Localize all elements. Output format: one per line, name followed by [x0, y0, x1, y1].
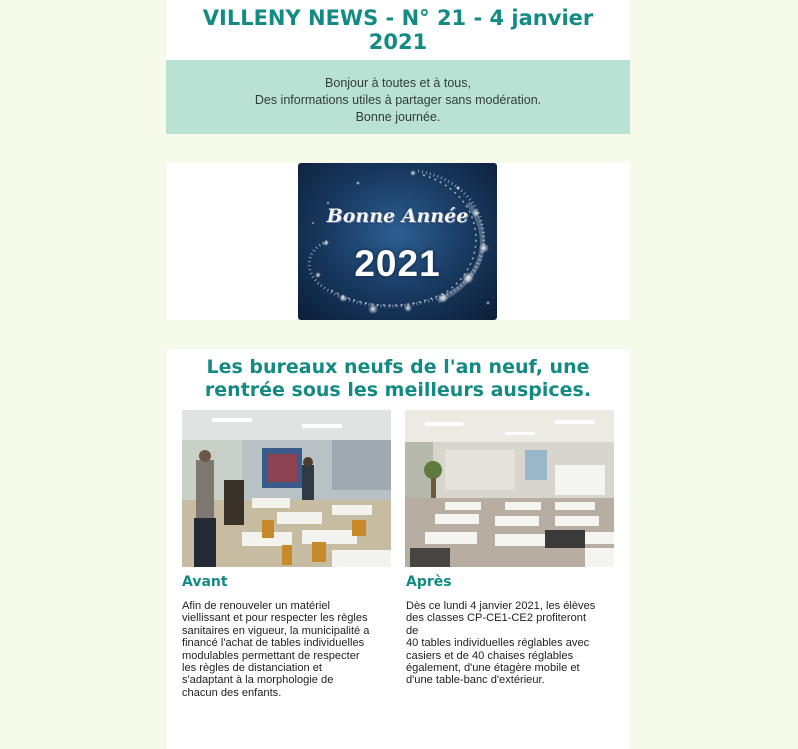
classroom-before-photo — [182, 410, 391, 567]
before-line: Afin de renouveler un matériel — [182, 600, 330, 612]
greeting-line: Bonne journée. — [355, 110, 441, 124]
newsletter-header — [166, 0, 630, 60]
before-line: sanitaires en vigueur, la municipalité a — [182, 624, 370, 637]
before-paragraph — [182, 600, 394, 699]
before-line: les règles de distanciation et — [182, 662, 322, 675]
after-line: également, d'une étagère mobile et — [406, 662, 580, 675]
new-year-banner-image — [298, 163, 497, 320]
after-line: d'une table-banc d'extérieur. — [406, 674, 545, 687]
before-line: s'adaptant à la morphologie de — [182, 674, 334, 687]
before-heading: Avant — [182, 574, 228, 590]
article-title — [166, 356, 630, 402]
newsletter — [166, 0, 630, 749]
after-paragraph — [406, 600, 618, 687]
before-line: chacun des enfants. — [182, 686, 282, 699]
banner-year-text: 2021 — [354, 243, 441, 284]
greeting-line: Des informations utiles à partager sans modération. — [254, 93, 542, 107]
banner-greeting-text: Bonne Année — [326, 205, 469, 227]
classroom-after-photo — [405, 410, 614, 567]
newsletter-title-line-2: 2021 — [368, 30, 428, 54]
after-line: des classes CP-CE1-CE2 profiteront — [406, 612, 587, 625]
before-line: viellissant et pour respecter les règles — [182, 612, 368, 625]
after-line: casiers et de 40 chaises réglables — [406, 649, 574, 662]
after-line: Dès ce lundi 4 janvier 2021, les élèves — [406, 600, 596, 612]
greeting-line: Bonjour à toutes et à tous, — [325, 76, 471, 90]
article-section — [166, 349, 630, 749]
before-line: financé l'achat de tables individuelles — [182, 637, 365, 650]
after-line: 40 tables individuelles réglables avec — [406, 637, 590, 650]
banner-section — [166, 163, 630, 320]
sparkle-swirl-decoration — [298, 163, 497, 320]
greeting-block — [166, 60, 630, 134]
after-line: de — [406, 624, 419, 637]
before-line: modulables permettant de respecter — [182, 649, 360, 662]
article-title-line-2: rentrée sous les meilleurs auspices. — [204, 379, 592, 401]
after-heading: Après — [406, 574, 452, 590]
article-title-line-1: Les bureaux neufs de l'an neuf, une — [206, 356, 590, 378]
newsletter-title-line-1: VILLENY NEWS - N° 21 - 4 janvier — [202, 6, 594, 30]
